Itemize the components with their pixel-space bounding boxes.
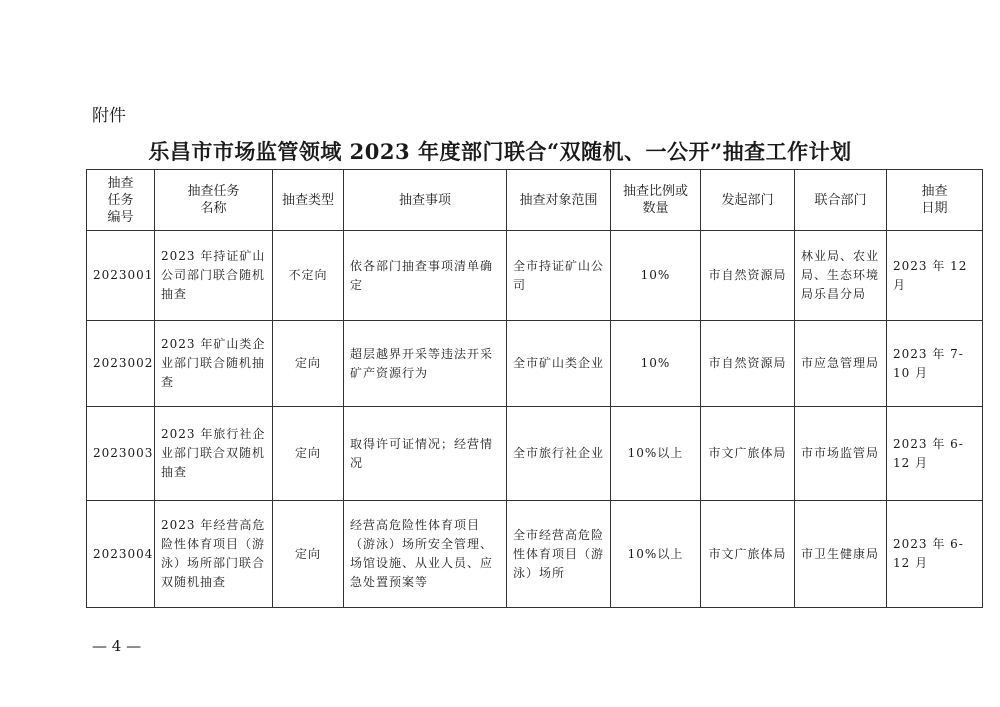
cell-ratio: 10%以上 (611, 407, 701, 501)
header-scope-label: 抽查对象范围 (519, 192, 598, 208)
cell-type: 不定向 (273, 231, 344, 321)
header-type-label: 抽查类型 (281, 192, 334, 208)
cell-ratio: 10% (611, 231, 701, 321)
cell-scope: 全市矿山类企业 (507, 321, 611, 407)
header-initiator-label: 发起部门 (721, 192, 774, 208)
cell-item: 经营高危险性体育项目（游泳）场所安全管理、场馆设施、从业人员、应急处置预案等 (344, 501, 507, 608)
cell-date: 2023 年 6-12 月 (887, 501, 983, 608)
cell-task-name: 2023 年矿山类企业部门联合随机抽查 (155, 321, 273, 407)
inspection-plan-table (86, 169, 983, 608)
header-ratio (611, 170, 701, 231)
cell-date: 2023 年 7-10 月 (887, 321, 983, 407)
cell-task-id: 2023002 (87, 321, 155, 407)
cell-task-name: 2023 年经营高危险性体育项目（游泳）场所部门联合双随机抽查 (155, 501, 273, 608)
cell-ratio: 10% (611, 321, 701, 407)
document-title: 乐昌市市场监管领域 2023 年度部门联合“双随机、一公开”抽查工作计划 (148, 139, 852, 164)
cell-scope: 全市旅行社企业 (507, 407, 611, 501)
cell-joint: 市卫生健康局 (795, 501, 887, 608)
header-item (344, 170, 507, 231)
table-row (87, 501, 983, 608)
cell-task-id: 2023003 (87, 407, 155, 501)
header-date-label: 抽查 日期 (921, 184, 948, 216)
cell-date: 2023 年 6-12 月 (887, 407, 983, 501)
header-item-label: 抽查事项 (398, 192, 451, 208)
header-task-id-label: 抽查 任务 编号 (107, 175, 134, 225)
table-row (87, 321, 983, 407)
header-ratio-label: 抽查比例或 数量 (622, 184, 688, 216)
cell-type: 定向 (273, 321, 344, 407)
header-date (887, 170, 983, 231)
cell-initiator: 市自然资源局 (701, 321, 795, 407)
cell-date: 2023 年 12 月 (887, 231, 983, 321)
cell-task-name: 2023 年持证矿山公司部门联合随机抽查 (155, 231, 273, 321)
page-number: — 4 — (92, 637, 142, 655)
cell-initiator: 市文广旅体局 (701, 501, 795, 608)
cell-item: 取得许可证情况；经营情况 (344, 407, 507, 501)
cell-item: 依各部门抽查事项清单确定 (344, 231, 507, 321)
cell-joint: 市市场监管局 (795, 407, 887, 501)
header-task-name-label: 抽查任务 名称 (187, 184, 240, 216)
cell-joint: 市应急管理局 (795, 321, 887, 407)
attachment-label: 附件 (92, 106, 126, 126)
header-task-id (87, 170, 155, 231)
header-type (273, 170, 344, 231)
header-joint-label: 联合部门 (814, 192, 867, 208)
table-row (87, 231, 983, 321)
cell-type: 定向 (273, 407, 344, 501)
cell-joint: 林业局、农业局、生态环境局乐昌分局 (795, 231, 887, 321)
cell-ratio: 10%以上 (611, 501, 701, 608)
cell-task-id: 2023004 (87, 501, 155, 608)
header-initiator (701, 170, 795, 231)
cell-type: 定向 (273, 501, 344, 608)
table-row (87, 407, 983, 501)
cell-item: 超层越界开采等违法开采矿产资源行为 (344, 321, 507, 407)
cell-task-id: 2023001 (87, 231, 155, 321)
cell-initiator: 市自然资源局 (701, 231, 795, 321)
cell-scope: 全市持证矿山公司 (507, 231, 611, 321)
header-scope (507, 170, 611, 231)
cell-task-name: 2023 年旅行社企业部门联合双随机抽查 (155, 407, 273, 501)
cell-scope: 全市经营高危险性体育项目（游泳）场所 (507, 501, 611, 608)
table-header-row (87, 170, 983, 231)
cell-initiator: 市文广旅体局 (701, 407, 795, 501)
header-task-name (155, 170, 273, 231)
header-joint (795, 170, 887, 231)
